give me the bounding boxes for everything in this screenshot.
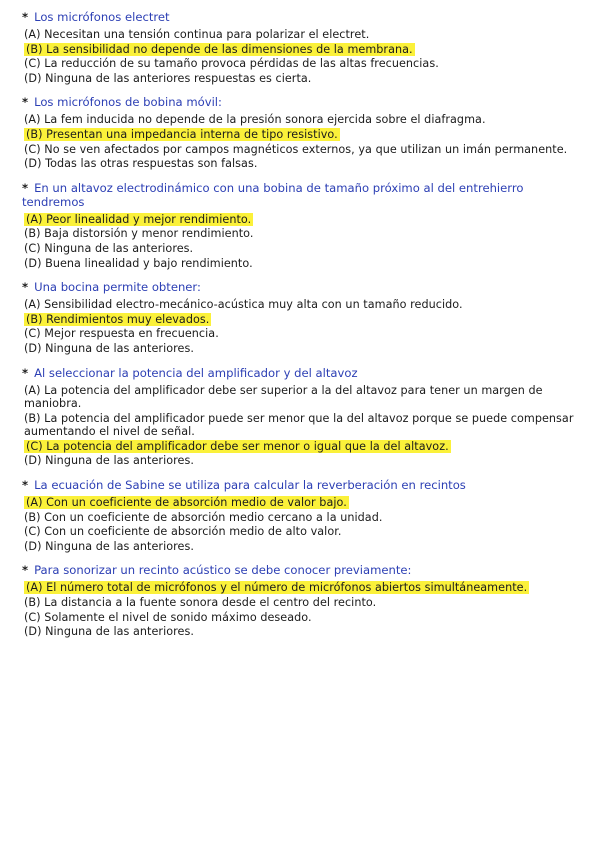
option-a [24, 113, 582, 127]
question-block [22, 478, 582, 553]
option-c [24, 57, 582, 71]
highlighted-answer: (B) Rendimientos muy elevados. [26, 312, 210, 326]
option-text: (A) Necesitan una tensión continua para polarizar el electret. [24, 28, 370, 41]
option-b [24, 412, 582, 439]
option-text: (C) Mejor respuesta en frecuencia. [24, 327, 219, 341]
option-c [24, 327, 582, 341]
option-text: (C) Ninguna de las anteriores. [24, 241, 194, 255]
option-text: (D) Buena linealidad y bajo rendimiento. [24, 256, 253, 270]
option-c [24, 440, 582, 454]
option-d [24, 257, 582, 271]
option-d [24, 625, 582, 639]
highlighted-answer: (A) Peor linealidad y mejor rendimiento. [26, 212, 252, 226]
option-c [24, 525, 582, 539]
question-block [22, 10, 582, 85]
question-text: Una bocina permite obtener: [34, 280, 201, 295]
option-text: (A) La potencia del amplificador debe ser superior a la del altavoz para tener un margen de maniobra. [24, 383, 543, 411]
question-text: Para sonorizar un recinto acústico se debe conocer previamente: [34, 563, 412, 578]
question-block [22, 366, 582, 469]
question-heading [22, 563, 582, 577]
option-b [24, 596, 582, 610]
option-text: (B) La distancia a la fuente sonora desde el centro del recinto. [24, 596, 377, 610]
option-text: (D) Ninguna de las anteriores respuestas es cierta. [24, 71, 312, 85]
highlighted-answer: (B) La sensibilidad no depende de las dimensiones de la membrana. [26, 42, 413, 56]
asterisk-bullet: * [22, 10, 29, 24]
option-a [24, 581, 582, 595]
option-text: (D) Ninguna de las anteriores. [24, 625, 194, 639]
question-heading [22, 366, 582, 380]
question-block [22, 563, 582, 638]
option-text: (D) Todas las otras respuestas son falsas. [24, 157, 258, 171]
option-a [24, 384, 582, 411]
asterisk-bullet: * [22, 563, 29, 578]
option-text: (D) Ninguna de las anteriores. [24, 539, 194, 553]
option-text: (D) Ninguna de las anteriores. [24, 454, 194, 468]
option-d [24, 454, 582, 468]
question-block [22, 95, 582, 170]
asterisk-bullet: * [22, 180, 29, 195]
question-text: Los micrófonos de bobina móvil: [34, 95, 222, 110]
question-block [22, 181, 582, 270]
question-heading [22, 280, 582, 294]
option-c [24, 143, 582, 157]
option-text: (C) Solamente el nivel de sonido máximo deseado. [24, 610, 312, 624]
option-d [24, 72, 582, 86]
highlighted-answer: (A) Con un coeficiente de absorción medio de valor bajo. [26, 496, 347, 510]
option-d [24, 342, 582, 356]
option-text: (C) La reducción de su tamaño provoca pérdidas de las altas frecuencias. [24, 57, 439, 71]
option-text: (B) Con un coeficiente de absorción medio cercano a la unidad. [24, 510, 383, 524]
question-text: Los micrófonos electret [34, 10, 170, 24]
question-heading [22, 95, 582, 109]
option-a [24, 28, 582, 42]
question-text: En un altavoz electrodinámico con una bobina de tamaño próximo al del entrehierro tendremos [22, 180, 524, 209]
asterisk-bullet: * [22, 280, 29, 295]
option-a [24, 298, 582, 312]
question-text: La ecuación de Sabine se utiliza para calcular la reverberación en recintos [34, 478, 466, 493]
option-d [24, 157, 582, 171]
option-d [24, 540, 582, 554]
option-b [24, 511, 582, 525]
asterisk-bullet: * [22, 365, 29, 380]
question-heading [22, 181, 582, 209]
option-text: (A) Sensibilidad electro-mecánico-acústica muy alta con un tamaño reducido. [24, 298, 463, 312]
question-text: Al seleccionar la potencia del amplificador y del altavoz [34, 365, 358, 380]
highlighted-answer: (B) Presentan una impedancia interna de tipo resistivo. [26, 127, 338, 141]
option-a [24, 213, 582, 227]
option-c [24, 242, 582, 256]
asterisk-bullet: * [22, 478, 29, 493]
option-c [24, 611, 582, 625]
highlighted-answer: (C) La potencia del amplificador debe ser menor o igual que la del altavoz. [26, 439, 449, 453]
question-heading [22, 10, 582, 24]
option-text: (C) No se ven afectados por campos magnéticos externos, ya que utilizan un imán permanente. [24, 142, 568, 156]
option-b [24, 43, 582, 57]
option-b [24, 128, 582, 142]
question-heading [22, 478, 582, 492]
asterisk-bullet: * [22, 95, 29, 110]
option-text: (B) La potencia del amplificador puede ser menor que la del altavoz porque se puede compensar aumentando el nivel de señal. [24, 411, 574, 439]
option-text: (C) Con un coeficiente de absorción medio de alto valor. [24, 525, 342, 539]
option-text: (D) Ninguna de las anteriores. [24, 341, 194, 355]
option-text: (A) La fem inducida no depende de la presión sonora ejercida sobre el diafragma. [24, 113, 486, 127]
question-block [22, 280, 582, 355]
option-text: (B) Baja distorsión y menor rendimiento. [24, 227, 254, 241]
option-b [24, 227, 582, 241]
highlighted-answer: (A) El número total de micrófonos y el número de micrófonos abiertos simultáneamente. [26, 581, 528, 595]
option-a [24, 496, 582, 510]
option-b [24, 313, 582, 327]
